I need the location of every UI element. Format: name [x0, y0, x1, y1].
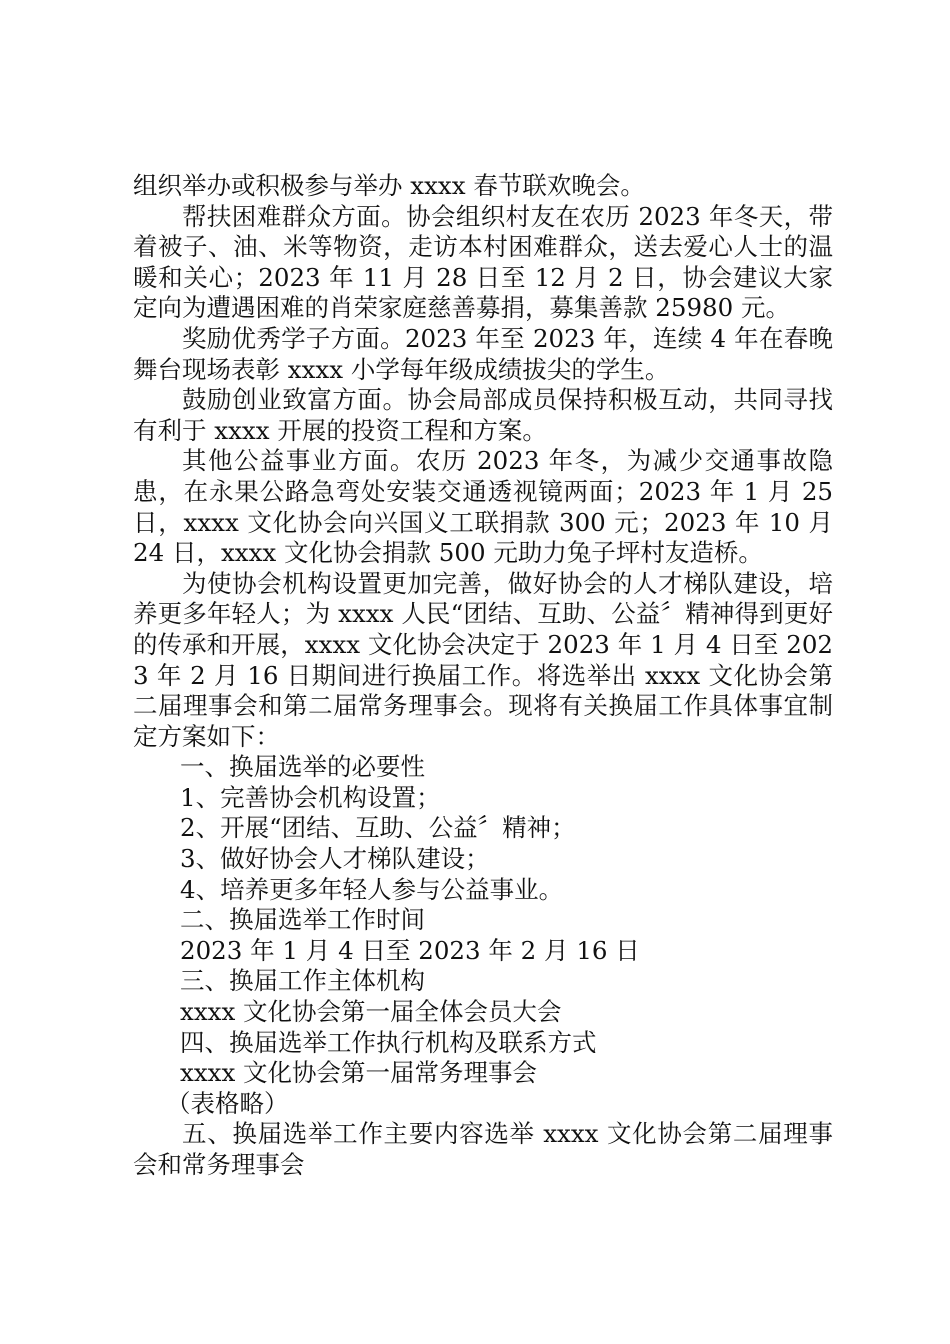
election-date-range: 2023 年 1 月 4 日至 2023 年 2 月 16 日: [180, 935, 640, 965]
section-heading-main-body: 三、换届工作主体机构: [180, 966, 425, 996]
section-heading-executive: 四、换届选举工作执行机构及联系方式: [180, 1027, 597, 1057]
paragraph-entrepreneurship: 鼓励创业致富方面。协会局部成员保持积极互动，共同寻找有利于 xxxx 开展的投资工程和方案。: [133, 385, 833, 445]
section-heading-necessity: 一、换届选举的必要性: [180, 752, 425, 782]
list-item-3: 3、做好协会人才梯队建设；: [180, 844, 490, 874]
paragraph-other-charity: 其他公益事业方面。农历 2023 年冬，为减少交通事故隐患，在永果公路急弯处安装交通透视镜两面；2023 年 1 月 25 日，xxxx 文化协会向兴国义工联捐款 300 元；2023 年 10 月 24 日，xxxx 文化协会捐款 500 元助力兔子坪村友造桥。: [133, 446, 833, 568]
list-item-2: 2、开展“团结、互助、公益〞精神；: [180, 813, 576, 843]
section-heading-main-content: 五、换届选举工作主要内容选举 xxxx 文化协会第二届理事会和常务理事会: [133, 1119, 833, 1179]
section-heading-time: 二、换届选举工作时间: [180, 905, 425, 935]
paragraph-student-awards: 奖励优秀学子方面。2023 年至 2023 年，连续 4 年在春晚舞台现场表彰 xxxx 小学每年级成绩拔尖的学生。: [133, 323, 833, 384]
table-omitted-note: （表格略）: [166, 1088, 289, 1118]
paragraph-poverty-relief: 帮扶困难群众方面。协会组织村友在农历 2023 年冬天，带着被子、油、米等物资，走访本村困难群众，送去爱心人士的温暖和关心；2023 年 11 月 28 日至 12 月 2 日，协会建议大家定向为遭遇困难的肖荣家庭慈善募捐，募集善款 25980 元。: [133, 201, 833, 323]
list-item-4: 4、培养更多年轻人参与公益事业。: [180, 874, 564, 904]
paragraph-reelection-intro: 为使协会机构设置更加完善，做好协会的人才梯队建设，培养更多年轻人；为 xxxx 人民“团结、互助、公益〞精神得到更好的传承和开展，xxxx 文化协会决定于 2023 年 1 月 4 日至 2023 年 2 月 16 日期间进行换届工作。将选举出 xxxx 文化协会第二届理事会和第二届常务理事会。现将有关换届工作具体事宜制定方案如下：: [133, 568, 833, 751]
list-item-1: 1、完善协会机构设置；: [180, 782, 441, 812]
executive-value: xxxx 文化协会第一届常务理事会: [180, 1058, 538, 1088]
main-body-value: xxxx 文化协会第一届全体会员大会: [180, 997, 562, 1027]
document-body: [133, 171, 833, 1181]
paragraph-gala-continuation: 组织举办或积极参与举办 xxxx 春节联欢晚会。: [133, 171, 645, 200]
